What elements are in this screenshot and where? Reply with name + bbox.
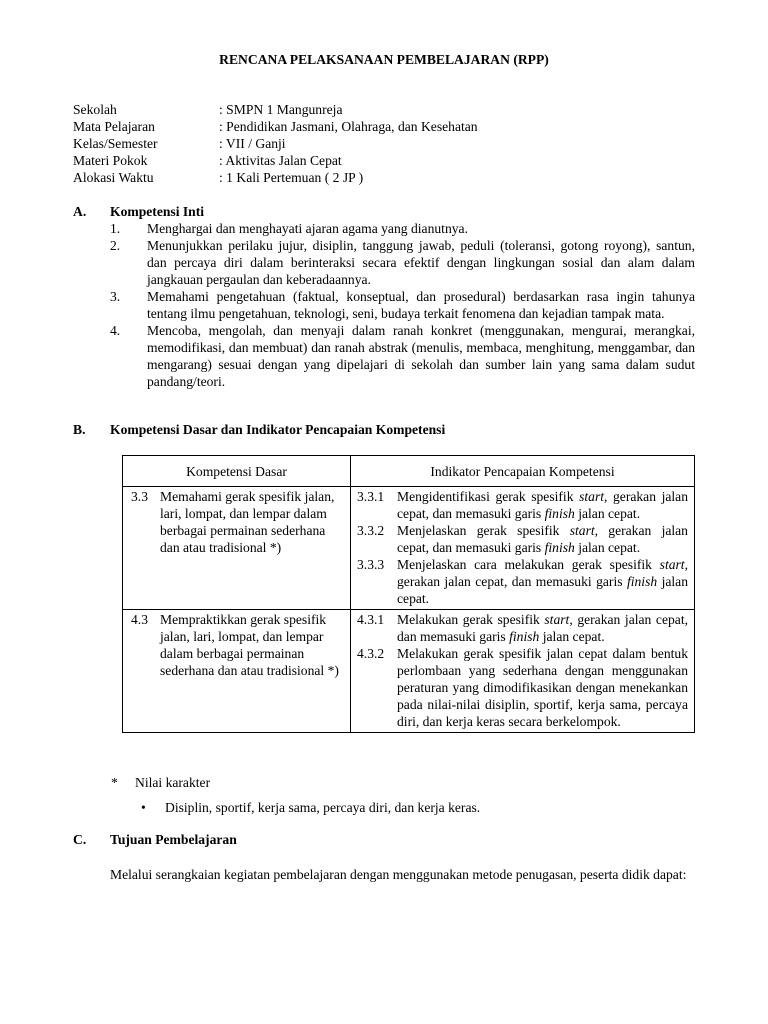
bullet-text: Disiplin, sportif, kerja sama, percaya diri, dan kerja keras. bbox=[165, 800, 481, 815]
character-note bbox=[111, 774, 210, 791]
ipk-text: Mengidentifikasi gerak spesifik start, gerakan jalan cepat, dan memasuki garis finish jalan cepat. bbox=[397, 489, 688, 521]
ipk-text: Melakukan gerak spesifik start, gerakan jalan cepat, dan memasuki garis finish jalan cepat. bbox=[397, 612, 688, 644]
ipk-item bbox=[351, 556, 694, 609]
list-item bbox=[110, 220, 695, 237]
ipk-cell bbox=[351, 610, 695, 733]
identity-value: : Pendidikan Jasmani, Olahraga, dan Kesehatan bbox=[219, 119, 478, 134]
list-text: Mencoba, mengolah, dan menyaji dalam ranah konkret (menggunakan, mengurai, merangkai, memodifikasi, dan membuat) dan ranah abstrak (menulis, membaca, menghitung, menggambar, dan mengarang) sesuai dengan yang dipelajari di sekolah dan sumber lain yang sama dalam sudut pandang/teori. bbox=[147, 323, 695, 389]
section-c-heading bbox=[73, 831, 237, 848]
document-title: RENCANA PELAKSANAAN PEMBELAJARAN (RPP) bbox=[219, 52, 549, 67]
section-letter: C. bbox=[73, 832, 87, 847]
identity-value: : SMPN 1 Mangunreja bbox=[219, 102, 343, 117]
note-star: * bbox=[111, 775, 118, 790]
kd-cell bbox=[123, 610, 351, 733]
identity-value: : VII / Ganji bbox=[219, 136, 286, 151]
tujuan-paragraph: Melalui serangkaian kegiatan pembelajaran dengan menggunakan metode penugasan, peserta didik dapat: bbox=[110, 867, 687, 882]
list-text: Menunjukkan perilaku jujur, disiplin, tanggung jawab, peduli (toleransi, gotong royong), santun, dan percaya diri dalam berinteraksi secara efektif dengan lingkungan sosial dan alam dalam jangkauan pergaulan dan keberadaannya. bbox=[147, 238, 695, 287]
list-number: 4. bbox=[110, 323, 121, 338]
identity-block bbox=[73, 101, 713, 186]
section-b-heading bbox=[73, 421, 445, 438]
section-letter: B. bbox=[73, 422, 86, 437]
identity-row-materi bbox=[73, 152, 713, 169]
identity-label: Materi Pokok bbox=[73, 153, 148, 168]
identity-value: : 1 Kali Pertemuan ( 2 JP ) bbox=[219, 170, 364, 185]
identity-row-kelas bbox=[73, 135, 713, 152]
ipk-number: 4.3.2 bbox=[357, 646, 385, 661]
identity-row-sekolah bbox=[73, 101, 713, 118]
section-letter: A. bbox=[73, 204, 87, 219]
list-number: 3. bbox=[110, 289, 121, 304]
ipk-item bbox=[351, 645, 694, 732]
ipk-text: Menjelaskan gerak spesifik start, gerakan jalan cepat, dan memasuki garis finish jalan cepat. bbox=[397, 523, 688, 555]
identity-row-mapel bbox=[73, 118, 713, 135]
section-title: Kompetensi Inti bbox=[110, 204, 205, 219]
note-label: Nilai karakter bbox=[135, 775, 211, 790]
ipk-cell bbox=[351, 487, 695, 610]
kd-text: Mempraktikkan gerak spesifik jalan, lari, lompat, dan lempar dalam berbagai permainan sederhana dan atau tradisional *) bbox=[160, 612, 339, 678]
kd-ipk-table bbox=[122, 455, 695, 733]
table-header-row bbox=[123, 456, 695, 487]
identity-value: : Aktivitas Jalan Cepat bbox=[219, 153, 342, 168]
table-header-ipk: Indikator Pencapaian Kompetensi bbox=[351, 456, 695, 487]
identity-row-alokasi bbox=[73, 169, 713, 186]
identity-label: Alokasi Waktu bbox=[73, 170, 154, 185]
list-number: 2. bbox=[110, 238, 121, 253]
ipk-number: 4.3.1 bbox=[357, 612, 385, 627]
kd-number: 3.3 bbox=[131, 489, 148, 504]
table-row bbox=[123, 610, 695, 733]
list-item bbox=[110, 288, 695, 322]
list-item bbox=[110, 237, 695, 288]
list-item bbox=[110, 322, 695, 390]
ipk-number: 3.3.2 bbox=[357, 523, 385, 538]
ipk-item bbox=[351, 610, 694, 645]
character-bullet bbox=[141, 799, 480, 816]
section-a-heading bbox=[73, 203, 204, 220]
ipk-item bbox=[351, 487, 694, 522]
bullet-icon: • bbox=[141, 800, 146, 815]
identity-label: Sekolah bbox=[73, 102, 117, 117]
identity-label: Kelas/Semester bbox=[73, 136, 158, 151]
ipk-text: Menjelaskan cara melakukan gerak spesifik start, gerakan jalan cepat, dan memasuki garis finish jalan cepat. bbox=[397, 557, 688, 606]
list-text: Menghargai dan menghayati ajaran agama yang dianutnya. bbox=[147, 221, 468, 236]
kompetensi-inti-list bbox=[110, 220, 695, 390]
section-title: Kompetensi Dasar dan Indikator Pencapaian Kompetensi bbox=[110, 422, 446, 437]
kd-number: 4.3 bbox=[131, 612, 148, 627]
identity-label: Mata Pelajaran bbox=[73, 119, 155, 134]
section-title: Tujuan Pembelajaran bbox=[110, 832, 237, 847]
table-header-kd: Kompetensi Dasar bbox=[123, 456, 351, 487]
kd-cell bbox=[123, 487, 351, 610]
kd-text: Memahami gerak spesifik jalan, lari, lompat, dan lempar dalam berbagai permainan sederhana dan atau tradisional *) bbox=[160, 489, 335, 555]
table-row bbox=[123, 487, 695, 610]
list-number: 1. bbox=[110, 221, 121, 236]
ipk-number: 3.3.1 bbox=[357, 489, 385, 504]
list-text: Memahami pengetahuan (faktual, konseptual, dan prosedural) berdasarkan rasa ingin tahunya tentang ilmu pengetahuan, teknologi, seni, budaya terkait fenomena dan kejadian tampak mata. bbox=[147, 289, 695, 321]
ipk-item bbox=[351, 522, 694, 556]
ipk-number: 3.3.3 bbox=[357, 557, 385, 572]
ipk-text: Melakukan gerak spesifik jalan cepat dalam bentuk perlombaan yang sederhana dengan menggunakan peraturan yang dimodifikasikan dengan menekankan pada nilai-nilai disiplin, sportif, kerja sama, percaya diri, dan kerja keras secara berkelompok. bbox=[397, 646, 688, 729]
